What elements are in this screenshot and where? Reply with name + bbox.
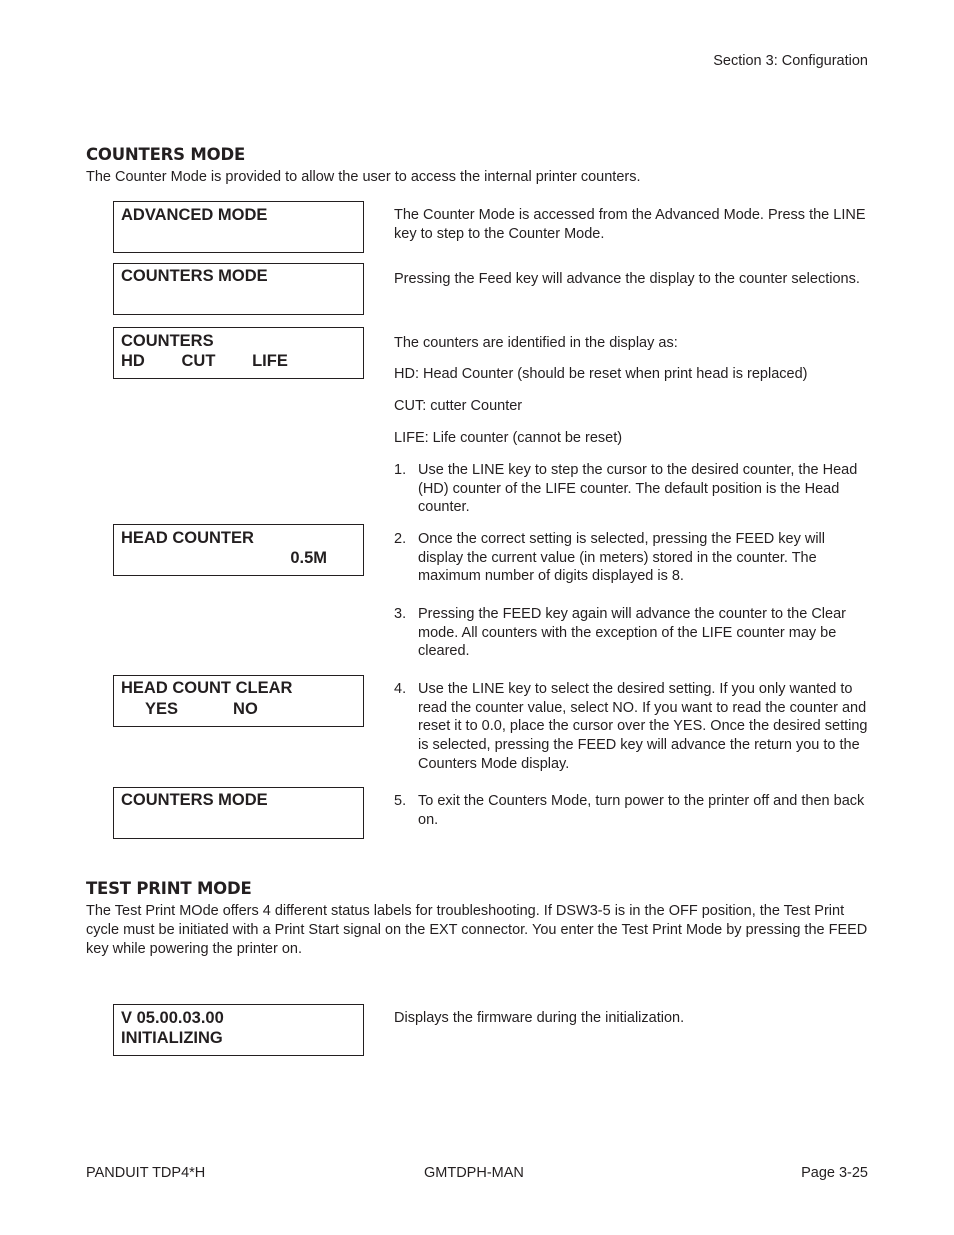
step-2 (394, 530, 868, 586)
lcd-display-head-count-clear (113, 675, 364, 727)
section-title-counters-mode: COUNTERS MODE (86, 145, 246, 164)
step-number: 3. (394, 606, 407, 622)
step-number: 1. (394, 462, 407, 478)
desc-firmware: Displays the firmware during the initialization. (394, 1010, 685, 1026)
step-5 (394, 792, 868, 829)
lcd-line-2: HD CUT LIFE (121, 352, 288, 370)
desc-counters-identified: The counters are identified in the display as: (394, 335, 678, 351)
step-3 (394, 605, 868, 661)
step-text: Pressing the FEED key again will advance the counter to the Clear mode. All counters with the exception of the LIFE counter may be cleared. (418, 606, 846, 660)
footer-doc-id: GMTDPH-MAN (424, 1165, 524, 1181)
desc-counters-mode: Pressing the Feed key will advance the display to the counter selections. (394, 271, 860, 287)
step-4 (394, 680, 868, 774)
lcd-line-1: COUNTERS MODE (121, 267, 268, 285)
desc-cut-counter: CUT: cutter Counter (394, 398, 523, 414)
lcd-display-counters-mode (113, 263, 364, 315)
desc-hd-counter: HD: Head Counter (should be reset when print head is replaced) (394, 366, 808, 382)
step-number: 2. (394, 531, 407, 547)
lcd-line-2: 0.5M (290, 549, 327, 567)
lcd-line-1: COUNTERS MODE (121, 791, 268, 809)
lcd-line-1: HEAD COUNT CLEAR (121, 679, 293, 697)
desc-advanced-mode: The Counter Mode is accessed from the Advanced Mode. Press the LINE key to step to the Counter Mode. (394, 207, 866, 242)
lcd-line-1: COUNTERS (121, 332, 214, 350)
step-number: 5. (394, 793, 407, 809)
counters-intro: The Counter Mode is provided to allow the user to access the internal printer counters. (86, 169, 641, 185)
desc-life-counter: LIFE: Life counter (cannot be reset) (394, 430, 623, 446)
section-title-test-print-mode: TEST PRINT MODE (86, 879, 252, 898)
lcd-display-counters-mode-exit (113, 787, 364, 839)
step-text: Use the LINE key to select the desired setting. If you only wanted to read the counter value, select NO. If you want to read the counter and reset it to 0.0, place the cursor over the YES. Once the desired setting is selected, pressing the FEED key will advance the return you to the Counters Mode display. (418, 681, 868, 772)
lcd-display-advanced-mode (113, 201, 364, 253)
lcd-line-1: HEAD COUNTER (121, 529, 254, 547)
lcd-line-1: ADVANCED MODE (121, 206, 268, 224)
lcd-line-2: YES NO (145, 700, 258, 718)
test-print-intro: The Test Print MOde offers 4 different status labels for troubleshooting. If DSW3-5 is in the OFF position, the Test Print cycle must be initiated with a Print Start signal on the EXT connector. You enter the Test Print Mode by pressing the FEED key while powering the printer on. (86, 903, 868, 957)
step-text: Once the correct setting is selected, pressing the FEED key will display the current value (in meters) stored in the counter. The maximum number of digits displayed is 8. (418, 531, 825, 585)
running-header: Section 3: Configuration (713, 53, 868, 69)
footer-page-number: Page 3-25 (801, 1165, 868, 1181)
step-number: 4. (394, 681, 407, 697)
lcd-display-counters (113, 327, 364, 379)
step-text: To exit the Counters Mode, turn power to the printer off and then back on. (418, 793, 865, 828)
lcd-line-2: INITIALIZING (121, 1029, 223, 1047)
footer-product: PANDUIT TDP4*H (86, 1165, 206, 1181)
lcd-display-firmware (113, 1004, 364, 1056)
step-1 (394, 461, 868, 517)
step-text: Use the LINE key to step the cursor to the desired counter, the Head (HD) counter of the LIFE counter. The default position is the Head counter. (418, 462, 858, 516)
lcd-display-head-counter (113, 524, 364, 576)
lcd-line-1: V 05.00.03.00 (121, 1009, 224, 1027)
